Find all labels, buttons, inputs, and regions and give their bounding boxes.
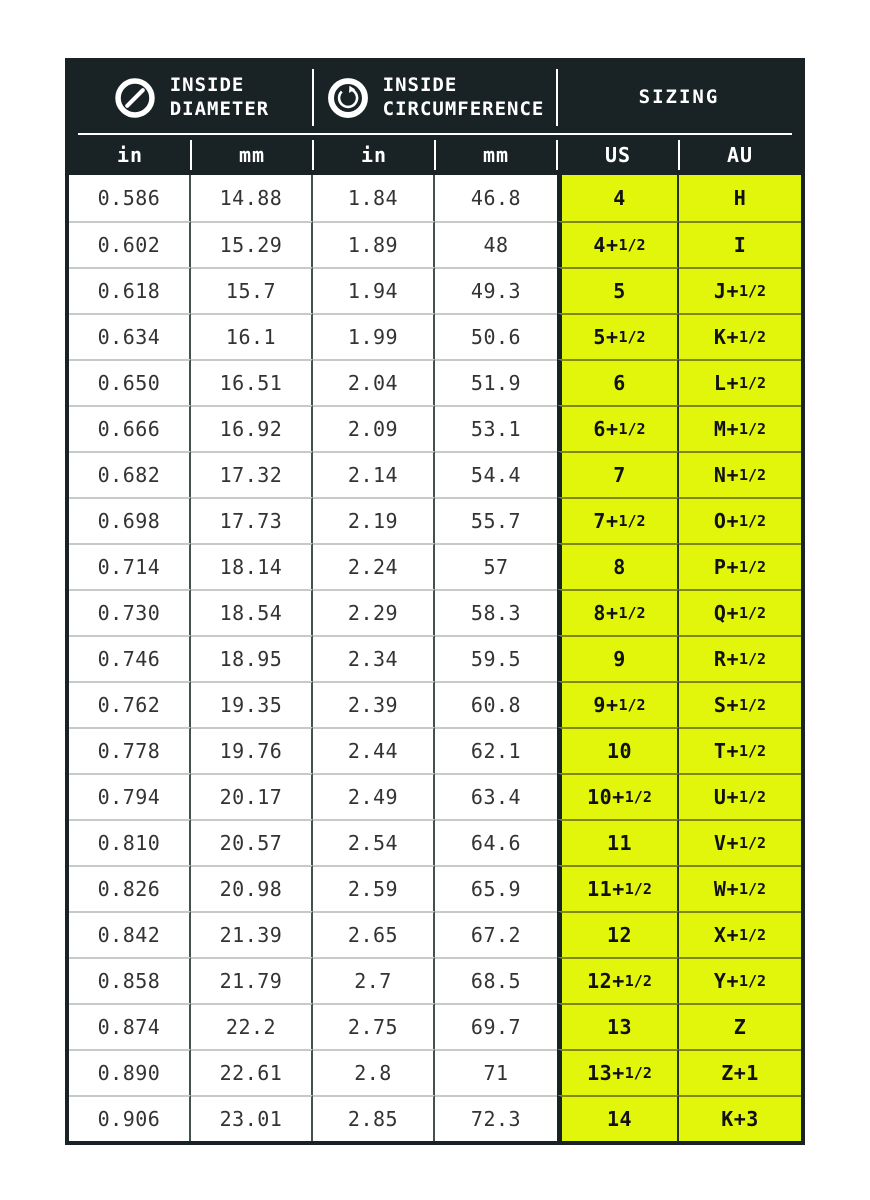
size-us-cell: 4 xyxy=(557,175,679,221)
circumference-mm-cell: 68.5 xyxy=(435,957,557,1003)
diameter-in-cell: 0.890 xyxy=(69,1049,191,1095)
diameter-in-cell: 0.634 xyxy=(69,313,191,359)
diameter-in-cell: 0.650 xyxy=(69,359,191,405)
unit-header-row xyxy=(69,135,801,175)
circumference-in-cell: 2.75 xyxy=(313,1003,435,1049)
diameter-in-cell: 0.618 xyxy=(69,267,191,313)
header-group-label xyxy=(383,74,545,122)
size-au-cell: O+ 1/2 xyxy=(679,497,801,543)
diameter-mm-cell: 16.92 xyxy=(191,405,313,451)
size-au-cell: Z xyxy=(679,1003,801,1049)
circumference-mm-cell: 49.3 xyxy=(435,267,557,313)
unit-header-au-size: AU xyxy=(726,143,754,167)
size-us-cell: 13 xyxy=(557,1003,679,1049)
size-us-cell: 6+ 1/2 xyxy=(557,405,679,451)
diameter-icon xyxy=(113,76,157,120)
circumference-in-cell: 1.89 xyxy=(313,221,435,267)
header-line: INSIDE xyxy=(169,73,245,96)
circumference-in-cell: 2.24 xyxy=(313,543,435,589)
size-au-cell: M+ 1/2 xyxy=(679,405,801,451)
header-group-label: SIZING xyxy=(638,85,720,108)
diameter-mm-cell: 18.54 xyxy=(191,589,313,635)
diameter-mm-cell: 20.98 xyxy=(191,865,313,911)
circumference-in-cell: 1.84 xyxy=(313,175,435,221)
size-us-cell: 6 xyxy=(557,359,679,405)
circumference-in-cell: 2.14 xyxy=(313,451,435,497)
header-group-row xyxy=(69,62,801,133)
header-line: DIAMETER xyxy=(169,97,270,120)
size-au-cell: K+ 1/2 xyxy=(679,313,801,359)
size-au-cell: L+ 1/2 xyxy=(679,359,801,405)
diameter-in-cell: 0.858 xyxy=(69,957,191,1003)
circumference-mm-cell: 71 xyxy=(435,1049,557,1095)
size-us-cell: 8 xyxy=(557,543,679,589)
size-us-cell: 14 xyxy=(557,1095,679,1141)
unit-header-circumference-mm: mm xyxy=(435,135,557,175)
circumference-mm-cell: 60.8 xyxy=(435,681,557,727)
diameter-in-cell: 0.666 xyxy=(69,405,191,451)
size-au-cell: S+ 1/2 xyxy=(679,681,801,727)
circumference-mm-cell: 72.3 xyxy=(435,1095,557,1141)
header-line: INSIDE xyxy=(382,73,458,96)
diameter-mm-cell: 14.88 xyxy=(191,175,313,221)
table-header xyxy=(69,62,801,175)
size-au-cell: Z+1 xyxy=(679,1049,801,1095)
size-us-cell: 12+ 1/2 xyxy=(557,957,679,1003)
circumference-in-cell: 2.8 xyxy=(313,1049,435,1095)
unit-header-us-size: US xyxy=(557,135,679,175)
circumference-mm-cell: 69.7 xyxy=(435,1003,557,1049)
header-group-label xyxy=(170,74,270,122)
size-us-cell: 12 xyxy=(557,911,679,957)
circumference-mm-cell: 57 xyxy=(435,543,557,589)
circumference-icon xyxy=(326,76,370,120)
circumference-in-cell: 2.59 xyxy=(313,865,435,911)
size-au-cell: Q+ 1/2 xyxy=(679,589,801,635)
size-us-cell: 8+ 1/2 xyxy=(557,589,679,635)
size-au-cell: P+ 1/2 xyxy=(679,543,801,589)
diameter-mm-cell: 22.2 xyxy=(191,1003,313,1049)
size-au-cell: V+ 1/2 xyxy=(679,819,801,865)
circumference-mm-cell: 64.6 xyxy=(435,819,557,865)
circumference-in-cell: 2.29 xyxy=(313,589,435,635)
circumference-in-cell: 2.65 xyxy=(313,911,435,957)
size-au-cell: X+ 1/2 xyxy=(679,911,801,957)
diameter-mm-cell: 19.35 xyxy=(191,681,313,727)
diameter-in-cell: 0.586 xyxy=(69,175,191,221)
size-us-cell: 10+ 1/2 xyxy=(557,773,679,819)
circumference-mm-cell: 53.1 xyxy=(435,405,557,451)
diameter-in-cell: 0.826 xyxy=(69,865,191,911)
circumference-in-cell: 2.34 xyxy=(313,635,435,681)
circumference-in-cell: 2.09 xyxy=(313,405,435,451)
circumference-in-cell: 2.19 xyxy=(313,497,435,543)
diameter-in-cell: 0.842 xyxy=(69,911,191,957)
size-us-cell: 9+ 1/2 xyxy=(557,681,679,727)
size-au-cell: J+ 1/2 xyxy=(679,267,801,313)
diameter-in-cell: 0.682 xyxy=(69,451,191,497)
size-us-cell: 11+ 1/2 xyxy=(557,865,679,911)
size-au-cell: Y+ 1/2 xyxy=(679,957,801,1003)
size-au-cell: W+ 1/2 xyxy=(679,865,801,911)
diameter-mm-cell: 16.1 xyxy=(191,313,313,359)
diameter-mm-cell: 22.61 xyxy=(191,1049,313,1095)
header-group-inside-diameter xyxy=(69,62,313,133)
diameter-in-cell: 0.714 xyxy=(69,543,191,589)
size-au-cell: H xyxy=(679,175,801,221)
diameter-mm-cell: 17.32 xyxy=(191,451,313,497)
circumference-mm-cell: 58.3 xyxy=(435,589,557,635)
unit-header-diameter-mm: mm xyxy=(191,135,313,175)
circumference-mm-cell: 54.4 xyxy=(435,451,557,497)
diameter-in-cell: 0.698 xyxy=(69,497,191,543)
size-au-cell: U+ 1/2 xyxy=(679,773,801,819)
diameter-in-cell: 0.810 xyxy=(69,819,191,865)
circumference-mm-cell: 59.5 xyxy=(435,635,557,681)
size-us-cell: 5 xyxy=(557,267,679,313)
circumference-in-cell: 1.99 xyxy=(313,313,435,359)
unit-header-circumference-in: in xyxy=(313,135,435,175)
circumference-in-cell: 2.44 xyxy=(313,727,435,773)
size-us-cell: 7+ 1/2 xyxy=(557,497,679,543)
size-us-cell: 4+ 1/2 xyxy=(557,221,679,267)
diameter-mm-cell: 17.73 xyxy=(191,497,313,543)
diameter-mm-cell: 21.39 xyxy=(191,911,313,957)
ring-size-table xyxy=(65,58,805,1145)
circumference-in-cell: 2.7 xyxy=(313,957,435,1003)
size-au-cell: K+3 xyxy=(679,1095,801,1141)
diameter-mm-cell: 18.14 xyxy=(191,543,313,589)
unit-header-diameter-in: in xyxy=(69,135,191,175)
diameter-in-cell: 0.602 xyxy=(69,221,191,267)
diameter-mm-cell: 15.7 xyxy=(191,267,313,313)
circumference-in-cell: 1.94 xyxy=(313,267,435,313)
size-au-cell: I xyxy=(679,221,801,267)
circumference-in-cell: 2.49 xyxy=(313,773,435,819)
header-group-sizing xyxy=(557,62,801,133)
circumference-in-cell: 2.85 xyxy=(313,1095,435,1141)
circumference-mm-cell: 55.7 xyxy=(435,497,557,543)
diameter-mm-cell: 19.76 xyxy=(191,727,313,773)
circumference-mm-cell: 46.8 xyxy=(435,175,557,221)
diameter-in-cell: 0.778 xyxy=(69,727,191,773)
size-us-cell: 11 xyxy=(557,819,679,865)
size-au-cell: R+ 1/2 xyxy=(679,635,801,681)
diameter-mm-cell: 21.79 xyxy=(191,957,313,1003)
diameter-in-cell: 0.762 xyxy=(69,681,191,727)
circumference-mm-cell: 63.4 xyxy=(435,773,557,819)
diameter-in-cell: 0.906 xyxy=(69,1095,191,1141)
diameter-mm-cell: 16.51 xyxy=(191,359,313,405)
size-au-cell: T+ 1/2 xyxy=(679,727,801,773)
circumference-mm-cell: 65.9 xyxy=(435,865,557,911)
diameter-mm-cell: 20.57 xyxy=(191,819,313,865)
circumference-mm-cell: 67.2 xyxy=(435,911,557,957)
size-au-cell: N+ 1/2 xyxy=(679,451,801,497)
diameter-mm-cell: 20.17 xyxy=(191,773,313,819)
size-us-cell: 9 xyxy=(557,635,679,681)
header-line: CIRCUMFERENCE xyxy=(382,97,545,120)
table-body xyxy=(69,175,801,1141)
circumference-in-cell: 2.04 xyxy=(313,359,435,405)
circumference-mm-cell: 50.6 xyxy=(435,313,557,359)
circumference-in-cell: 2.54 xyxy=(313,819,435,865)
size-us-cell: 7 xyxy=(557,451,679,497)
size-us-cell: 10 xyxy=(557,727,679,773)
diameter-in-cell: 0.746 xyxy=(69,635,191,681)
size-us-cell: 13+ 1/2 xyxy=(557,1049,679,1095)
circumference-mm-cell: 48 xyxy=(435,221,557,267)
diameter-in-cell: 0.874 xyxy=(69,1003,191,1049)
diameter-mm-cell: 18.95 xyxy=(191,635,313,681)
header-group-inside-circumference xyxy=(313,62,557,133)
circumference-mm-cell: 62.1 xyxy=(435,727,557,773)
circumference-in-cell: 2.39 xyxy=(313,681,435,727)
circumference-mm-cell: 51.9 xyxy=(435,359,557,405)
diameter-in-cell: 0.730 xyxy=(69,589,191,635)
diameter-mm-cell: 23.01 xyxy=(191,1095,313,1141)
diameter-mm-cell: 15.29 xyxy=(191,221,313,267)
diameter-in-cell: 0.794 xyxy=(69,773,191,819)
size-us-cell: 5+ 1/2 xyxy=(557,313,679,359)
